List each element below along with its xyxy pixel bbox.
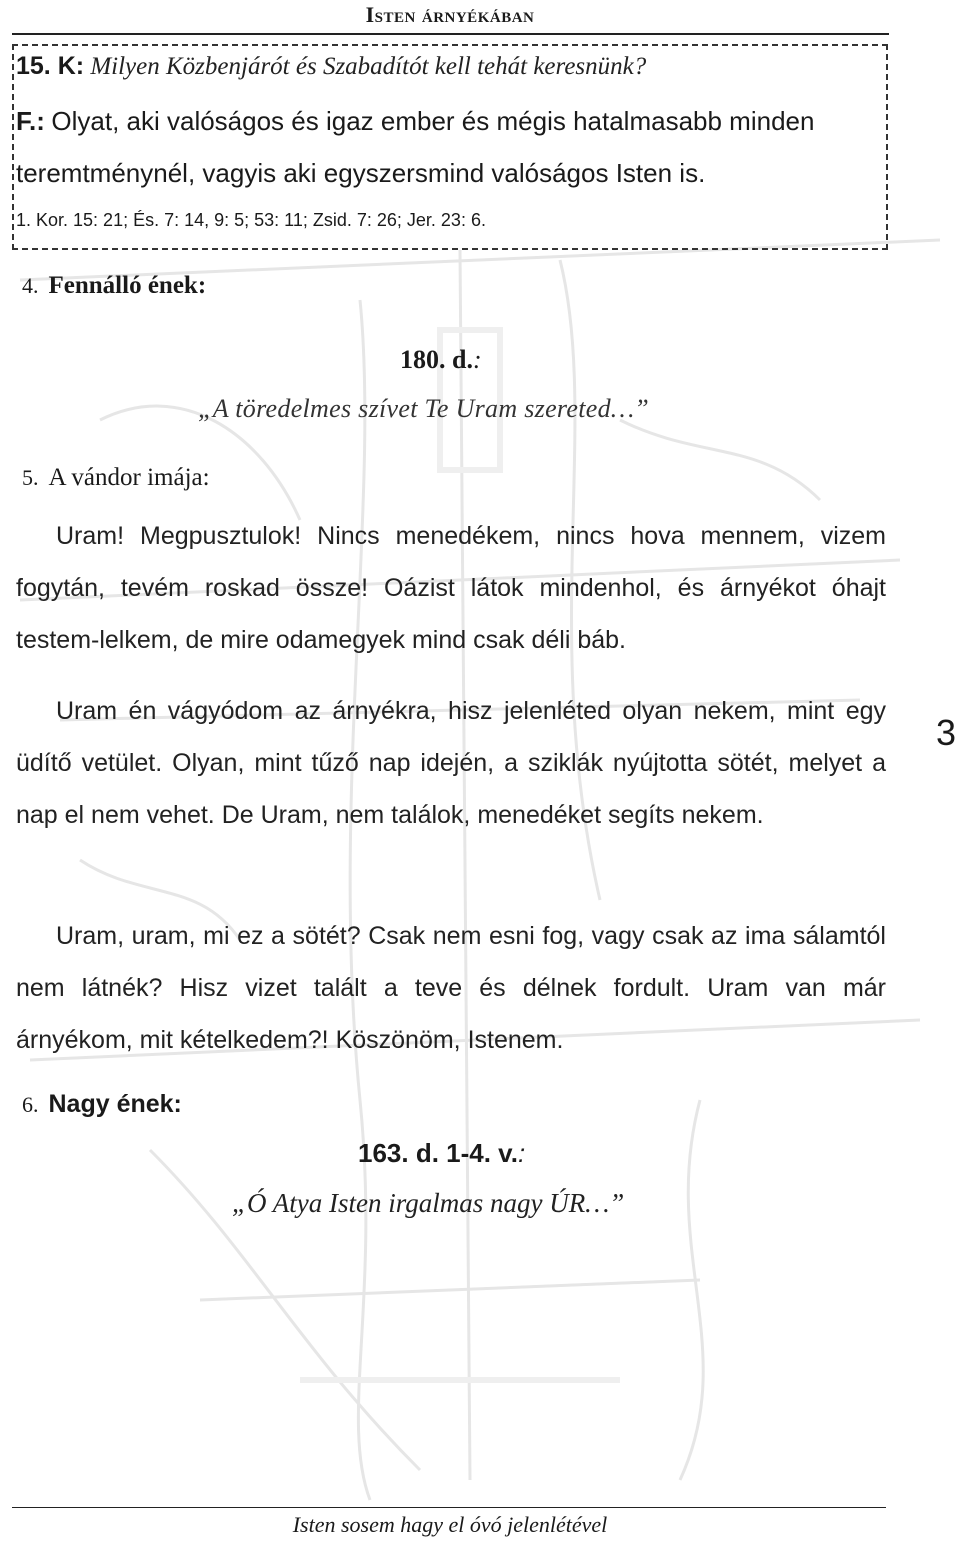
page-number: 3 — [936, 712, 957, 753]
hymn-number — [400, 345, 482, 375]
hymn-number-text: 163. d. 1-4. v. — [358, 1138, 518, 1168]
hymn-first-line: „Ó Atya Isten irgalmas nagy ÚR…” — [232, 1188, 625, 1218]
section-number: 4. — [22, 273, 39, 298]
catechism-answer — [16, 106, 814, 137]
hymn-number-text: 180. d. — [400, 345, 473, 374]
running-header-title: Isten árnyékában — [365, 2, 535, 27]
answer-label: F.: — [16, 106, 45, 136]
section-number: 6. — [22, 1092, 39, 1117]
section-heading-6 — [22, 1090, 182, 1119]
hymn-first-line: „A töredelmes szívet Te Uram szereted…” — [198, 394, 650, 423]
hymn-number-colon: : — [472, 345, 482, 374]
section-title: Nagy ének: — [48, 1090, 182, 1118]
scripture-references: 1. Kor. 15: 21; És. 7: 14, 9: 5; 53: 11; Zsid. 7: 26; Jer. 23: 6. — [16, 210, 486, 230]
section-title: Fennálló ének: — [48, 272, 207, 299]
prayer-paragraph: Uram! Megpusztulok! Nincs menedékem, nincs hova mennem, vizem fogytán, tevém roskad össze! Oázist látok mindenhol, és árnyékot óhajt testem-lelkem, de mire odamegyek mind csak déli báb. — [16, 522, 886, 654]
header-rule — [12, 33, 889, 35]
catechism-question — [16, 52, 646, 81]
hymn-number — [358, 1138, 525, 1169]
prayer-paragraph: Uram, uram, mi ez a sötét? Csak nem esni fog, vagy csak az ima sálamtól nem látnék? Hisz vizet talált a teve és délnek fordult. Uram van már árnyékom, mit kételkedem?! Köszönöm, Istenem. — [16, 922, 886, 1054]
answer-text-line2: teremtménynél, vagyis aki egyszersmind valóságos Isten is. — [16, 158, 706, 188]
hymn-number-colon: : — [517, 1138, 526, 1168]
question-text: Milyen Közbenjárót és Szabadítót kell tehát keresnünk? — [90, 53, 647, 80]
section-heading-4 — [22, 272, 206, 300]
question-label: 15. K: — [16, 52, 85, 80]
prayer-paragraph: Uram én vágyódom az árnyékra, hisz jelenléted olyan nekem, mint egy üdítő vetület. Olyan, mint tűző nap idején, a sziklák nyújtotta sötét, melyet a nap el nem vehet. De Uram, nem találok, menedéket segíts nekem. — [16, 697, 886, 829]
section-number: 5. — [22, 465, 39, 490]
footer-rule — [12, 1507, 886, 1508]
section-heading-5 — [22, 464, 210, 492]
section-title: A vándor imája: — [48, 464, 210, 491]
answer-text-line1: Olyat, aki valóságos és igaz ember és mégis hatalmasabb minden — [51, 106, 815, 136]
running-footer: Isten sosem hagy el óvó jelenlétével — [292, 1512, 608, 1537]
